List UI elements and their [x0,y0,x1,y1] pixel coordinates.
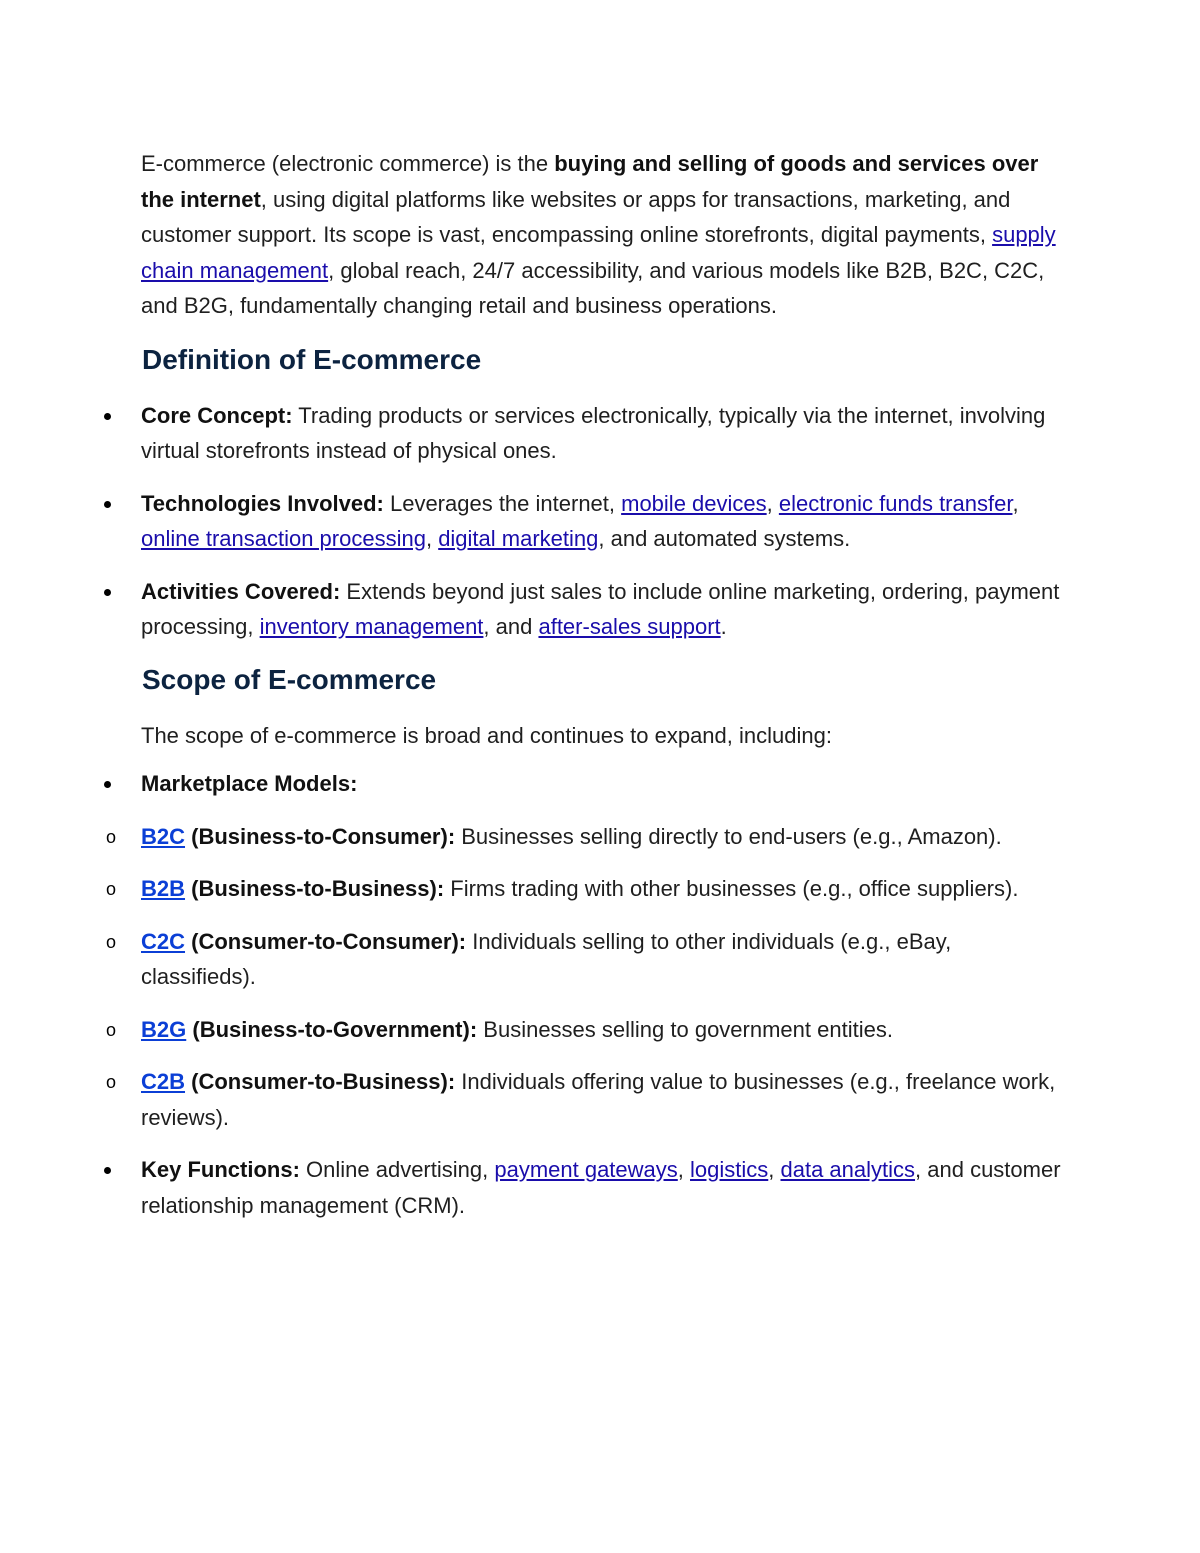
intro-text: E-commerce (electronic commerce) is the [141,151,555,176]
model-item: o B2B (Business-to-Business): Firms trading with other businesses (e.g., office suppliers). [106,876,1019,901]
payment-gateways-link[interactable]: payment gateways [494,1157,678,1182]
model-name: (Business-to-Government): [186,1016,478,1042]
b2g-link[interactable]: B2G [141,1016,187,1042]
electronic-funds-transfer-link[interactable]: electronic funds transfer [778,490,1013,516]
intro-paragraph [141,146,1071,324]
definition-heading: Definition of E-commerce [142,343,482,375]
item-text: Leverages the internet, [383,490,622,516]
item-label: Technologies Involved: [141,490,384,516]
list-item: Activities Covered: Extends beyond just sales to include online marketing, ordering, payment processing, inventory management, and after-sales support. [141,574,1071,645]
model-desc: Businesses selling directly to end-users (e.g., Amazon). [455,823,1002,849]
b2c-link[interactable]: B2C [141,823,186,849]
item-text: Extends beyond just sales to include online marketing, ordering, payment processing, [141,578,1060,639]
model-name: (Business-to-Consumer): [185,823,456,849]
model-desc: Individuals offering value to businesses (e.g., freelance work, reviews). [141,1069,1056,1130]
model-desc: Individuals selling to other individuals (e.g., eBay, classifieds). [141,928,952,989]
intro-bold-text: buying and selling of goods and services over the internet [141,151,1039,212]
scope-lead: The scope of e-commerce is broad and continues to expand, including: [141,722,832,748]
model-item: o C2C (Consumer-to-Consumer): Individuals selling to other individuals (e.g., eBay, classifieds). [106,928,952,989]
document-content [106,146,1071,1240]
c2c-link[interactable]: C2C [141,928,186,954]
online-transaction-processing-link[interactable]: online transaction processing [141,526,426,551]
item-label: Activities Covered: [141,578,341,604]
list-item [141,398,1071,469]
logistics-link[interactable]: logistics [690,1157,769,1182]
model-item: o B2G (Business-to-Government): Businesses selling to government entities. [106,1016,893,1042]
model-desc: Businesses selling to government entities. [477,1016,893,1042]
model-desc: Firms trading with other businesses (e.g., office suppliers). [444,876,1019,901]
model-item: o C2B (Consumer-to-Business): Individuals offering value to businesses (e.g., freelance work, reviews). [106,1069,1056,1130]
scope-heading: Scope of E-commerce [142,663,437,695]
item-text: , and automated systems. [598,526,851,551]
b2b-link[interactable]: B2B [141,876,186,901]
digital-marketing-link[interactable]: digital marketing [438,526,599,551]
list-item: Technologies Involved: Leverages the internet, mobile devices, electronic funds transfer, online transaction processing, digital marketing, and automated systems. [141,486,1071,557]
item-label: Core Concept: [141,402,293,428]
intro-text: , using digital platforms like websites or apps for transactions, marketing, and customer support. Its scope is vast, encompassing online storefronts, digital payments, [141,186,1011,247]
list-item: Key Functions: Online advertising, payment gateways, logistics, data analytics, and customer relationship management (CRM). [141,1152,1071,1223]
model-item: o B2C (Business-to-Consumer): Businesses selling directly to end-users (e.g., Amazon). [106,823,1002,849]
item-label: Key Functions: [141,1157,300,1182]
after-sales-support-link[interactable]: after-sales support [538,614,721,639]
model-name: (Consumer-to-Business): [185,1069,456,1094]
supply-chain-link[interactable]: supply chain management [141,222,1056,283]
list-item [141,766,1071,802]
mobile-devices-link[interactable]: mobile devices [621,490,767,516]
model-name: (Business-to-Business): [185,876,445,901]
item-text: , and customer relationship management (CRM). [141,1157,1061,1218]
item-label: Marketplace Models: [141,771,358,796]
item-text: Online advertising, [299,1157,495,1182]
model-name: (Consumer-to-Consumer): [185,928,467,954]
inventory-management-link[interactable]: inventory management [259,614,484,639]
item-text: Trading products or services electronically, typically via the internet, involving virtual storefronts instead of physical ones. [141,402,1046,463]
intro-text: , global reach, 24/7 accessibility, and various models like B2B, B2C, C2C, and B2G, fundamentally changing retail and business operations. [141,257,1045,318]
c2b-link[interactable]: C2B [141,1069,186,1094]
data-analytics-link[interactable]: data analytics [780,1157,916,1182]
